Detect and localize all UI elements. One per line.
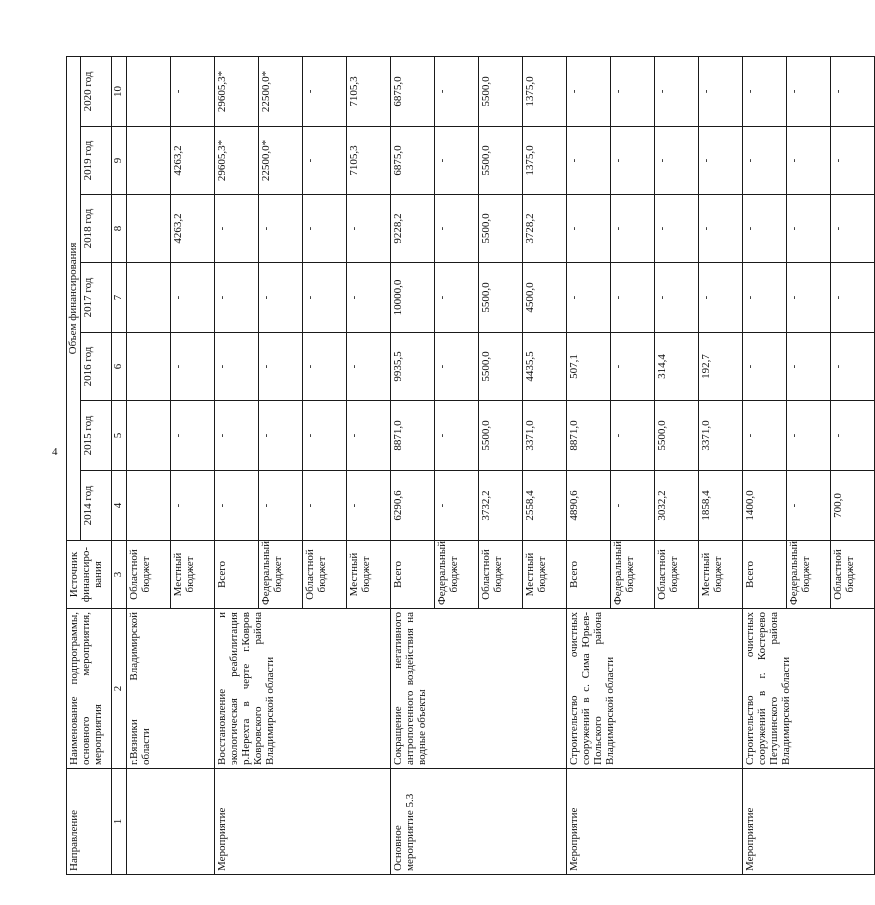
amount-cell: - — [611, 471, 655, 541]
amount-cell: 4890,6 — [567, 471, 611, 541]
header-year: 2017 год — [80, 263, 111, 333]
amount-cell: - — [567, 263, 611, 333]
funding-source-cell: Областной бюджет — [303, 541, 347, 609]
column-number: 5 — [112, 401, 127, 471]
header-source: Источник финансиро-вания — [67, 541, 112, 609]
amount-cell: 8871,0 — [567, 401, 611, 471]
amount-cell: - — [787, 127, 831, 195]
amount-cell: 314,4 — [655, 333, 699, 401]
amount-cell: 29605,3* — [215, 127, 259, 195]
amount-cell: - — [171, 56, 215, 126]
table-row — [567, 56, 611, 874]
column-number: 10 — [112, 56, 127, 126]
amount-cell: - — [215, 401, 259, 471]
column-number: 7 — [112, 263, 127, 333]
amount-cell: - — [743, 263, 787, 333]
header-volume: Объем финансирования — [67, 56, 81, 540]
funding-source-cell: Местный бюджет — [347, 541, 391, 609]
amount-cell: - — [831, 401, 875, 471]
table-row — [391, 56, 435, 874]
amount-cell: 29605,3* — [215, 56, 259, 126]
amount-cell: 6290,6 — [391, 471, 435, 541]
amount-cell: - — [215, 471, 259, 541]
amount-cell: - — [787, 333, 831, 401]
amount-cell: - — [303, 471, 347, 541]
funding-source-cell: Всего — [567, 541, 611, 609]
amount-cell: - — [699, 263, 743, 333]
amount-cell: 507,1 — [567, 333, 611, 401]
amount-cell: 4500,0 — [523, 263, 567, 333]
amount-cell: - — [259, 195, 303, 263]
funding-source-cell: Областной бюджет — [479, 541, 523, 609]
funding-source-cell: Областной бюджет — [127, 541, 171, 609]
amount-cell: 1375,0 — [523, 127, 567, 195]
amount-cell: 22500,0* — [259, 56, 303, 126]
amount-cell — [127, 56, 171, 126]
amount-cell: - — [831, 195, 875, 263]
amount-cell: 3032,2 — [655, 471, 699, 541]
amount-cell: 3371,0 — [523, 401, 567, 471]
measure-name-cell: Восстановление и экологическая реабилитация р.Нерехта в черте г.Ковров Ковровского района Владимирской области — [215, 609, 391, 769]
direction-cell: Мероприятие — [567, 769, 743, 875]
header-year: 2016 год — [80, 333, 111, 401]
amount-cell: - — [435, 263, 479, 333]
funding-source-cell: Местный бюджет — [699, 541, 743, 609]
amount-cell: 5500,0 — [479, 263, 523, 333]
header-name: Наименование подпрограммы, основного мероприятия, мероприятия — [67, 609, 112, 769]
amount-cell: - — [787, 471, 831, 541]
funding-source-cell: Всего — [391, 541, 435, 609]
page-number: 4 — [52, 446, 58, 458]
amount-cell: - — [699, 56, 743, 126]
direction-cell: Основное мероприятие 5.3 — [391, 769, 567, 875]
amount-cell: - — [787, 263, 831, 333]
amount-cell: - — [699, 127, 743, 195]
column-number: 9 — [112, 127, 127, 195]
amount-cell: 1858,4 — [699, 471, 743, 541]
direction-cell: Мероприятие — [215, 769, 391, 875]
financing-table-container — [66, 57, 856, 875]
amount-cell: - — [347, 401, 391, 471]
amount-cell: - — [743, 56, 787, 126]
amount-cell: 4435,5 — [523, 333, 567, 401]
amount-cell: - — [171, 263, 215, 333]
amount-cell: - — [435, 127, 479, 195]
amount-cell: 5500,0 — [479, 333, 523, 401]
amount-cell: - — [303, 56, 347, 126]
amount-cell: - — [303, 127, 347, 195]
measure-name-cell: Строительство очистных сооружений в г. Костерево Петушинского района Владимирской области — [743, 609, 875, 769]
amount-cell: 1375,0 — [523, 56, 567, 126]
header-year: 2019 год — [80, 127, 111, 195]
table-row — [215, 56, 259, 874]
amount-cell: - — [259, 263, 303, 333]
amount-cell — [127, 471, 171, 541]
amount-cell: - — [171, 471, 215, 541]
column-number: 6 — [112, 333, 127, 401]
amount-cell: 5500,0 — [479, 56, 523, 126]
amount-cell: - — [303, 333, 347, 401]
amount-cell: - — [611, 263, 655, 333]
amount-cell: 4263,2 — [171, 195, 215, 263]
column-number: 3 — [112, 541, 127, 609]
amount-cell: - — [611, 56, 655, 126]
measure-name-cell: г.Вязники Владимирской области — [127, 609, 215, 769]
measure-name-cell: Сокращение негативного антропогенного воздействия на водные объекты — [391, 609, 567, 769]
funding-source-cell: Областной бюджет — [655, 541, 699, 609]
amount-cell: - — [655, 263, 699, 333]
amount-cell: - — [743, 195, 787, 263]
header-year: 2020 год — [80, 56, 111, 126]
amount-cell: - — [435, 333, 479, 401]
header-direction: Направление — [67, 769, 112, 875]
amount-cell: - — [567, 56, 611, 126]
amount-cell: 5500,0 — [655, 401, 699, 471]
amount-cell: - — [171, 401, 215, 471]
amount-cell: - — [435, 471, 479, 541]
amount-cell: 7105,3 — [347, 56, 391, 126]
amount-cell: 10000,0 — [391, 263, 435, 333]
column-number: 4 — [112, 471, 127, 541]
amount-cell: - — [259, 333, 303, 401]
amount-cell: - — [611, 195, 655, 263]
amount-cell: - — [347, 471, 391, 541]
amount-cell: 5500,0 — [479, 401, 523, 471]
amount-cell: - — [259, 471, 303, 541]
amount-cell: - — [655, 195, 699, 263]
amount-cell: - — [215, 333, 259, 401]
amount-cell: 6875,0 — [391, 56, 435, 126]
amount-cell: - — [787, 401, 831, 471]
funding-source-cell: Федеральный бюджет — [787, 541, 831, 609]
funding-source-cell: Местный бюджет — [171, 541, 215, 609]
amount-cell: 3732,2 — [479, 471, 523, 541]
amount-cell: - — [303, 263, 347, 333]
amount-cell: - — [347, 333, 391, 401]
amount-cell: 22500,0* — [259, 127, 303, 195]
amount-cell: - — [831, 127, 875, 195]
amount-cell: - — [347, 195, 391, 263]
funding-source-cell: Федеральный бюджет — [611, 541, 655, 609]
amount-cell: 1400,0 — [743, 471, 787, 541]
amount-cell: - — [743, 401, 787, 471]
amount-cell: - — [215, 263, 259, 333]
amount-cell: - — [567, 127, 611, 195]
amount-cell: 3371,0 — [699, 401, 743, 471]
amount-cell: - — [787, 195, 831, 263]
amount-cell: - — [303, 195, 347, 263]
amount-cell: - — [611, 127, 655, 195]
amount-cell: - — [831, 56, 875, 126]
amount-cell: - — [831, 263, 875, 333]
amount-cell: - — [259, 401, 303, 471]
header-year: 2014 год — [80, 471, 111, 541]
amount-cell — [127, 333, 171, 401]
amount-cell: 4263,2 — [171, 127, 215, 195]
amount-cell: - — [787, 56, 831, 126]
financing-table — [66, 56, 875, 875]
amount-cell: - — [611, 401, 655, 471]
funding-source-cell: Федеральный бюджет — [259, 541, 303, 609]
header-year: 2018 год — [80, 195, 111, 263]
amount-cell: - — [743, 127, 787, 195]
amount-cell: - — [171, 333, 215, 401]
amount-cell: 6875,0 — [391, 127, 435, 195]
amount-cell: 3728,2 — [523, 195, 567, 263]
amount-cell — [127, 127, 171, 195]
amount-cell: - — [435, 56, 479, 126]
funding-source-cell: Всего — [215, 541, 259, 609]
direction-cell — [127, 769, 215, 875]
amount-cell: 9228,2 — [391, 195, 435, 263]
amount-cell: - — [655, 127, 699, 195]
amount-cell — [127, 195, 171, 263]
measure-name-cell: Строительство очистных сооружений в с. Сима Юрьев-Польского района Владимирской области — [567, 609, 743, 769]
amount-cell: 2558,4 — [523, 471, 567, 541]
amount-cell — [127, 401, 171, 471]
column-number: 2 — [112, 609, 127, 769]
amount-cell: - — [303, 401, 347, 471]
amount-cell: 5500,0 — [479, 195, 523, 263]
column-number: 8 — [112, 195, 127, 263]
funding-source-cell: Местный бюджет — [523, 541, 567, 609]
amount-cell: - — [215, 195, 259, 263]
amount-cell: - — [435, 195, 479, 263]
amount-cell: - — [611, 333, 655, 401]
amount-cell — [127, 263, 171, 333]
amount-cell: 7105,3 — [347, 127, 391, 195]
amount-cell: - — [655, 56, 699, 126]
table-row — [127, 56, 171, 874]
funding-source-cell: Всего — [743, 541, 787, 609]
amount-cell: - — [831, 333, 875, 401]
amount-cell: - — [435, 401, 479, 471]
amount-cell: 5500,0 — [479, 127, 523, 195]
header-year: 2015 год — [80, 401, 111, 471]
funding-source-cell: Областной бюджет — [831, 541, 875, 609]
amount-cell: - — [743, 333, 787, 401]
amount-cell: - — [567, 195, 611, 263]
amount-cell: 9935,5 — [391, 333, 435, 401]
column-number: 1 — [112, 769, 127, 875]
funding-source-cell: Федеральный бюджет — [435, 541, 479, 609]
table-row — [743, 56, 787, 874]
amount-cell: 192,7 — [699, 333, 743, 401]
amount-cell: 8871,0 — [391, 401, 435, 471]
direction-cell: Мероприятие — [743, 769, 875, 875]
amount-cell: 700,0 — [831, 471, 875, 541]
amount-cell: - — [699, 195, 743, 263]
amount-cell: - — [347, 263, 391, 333]
